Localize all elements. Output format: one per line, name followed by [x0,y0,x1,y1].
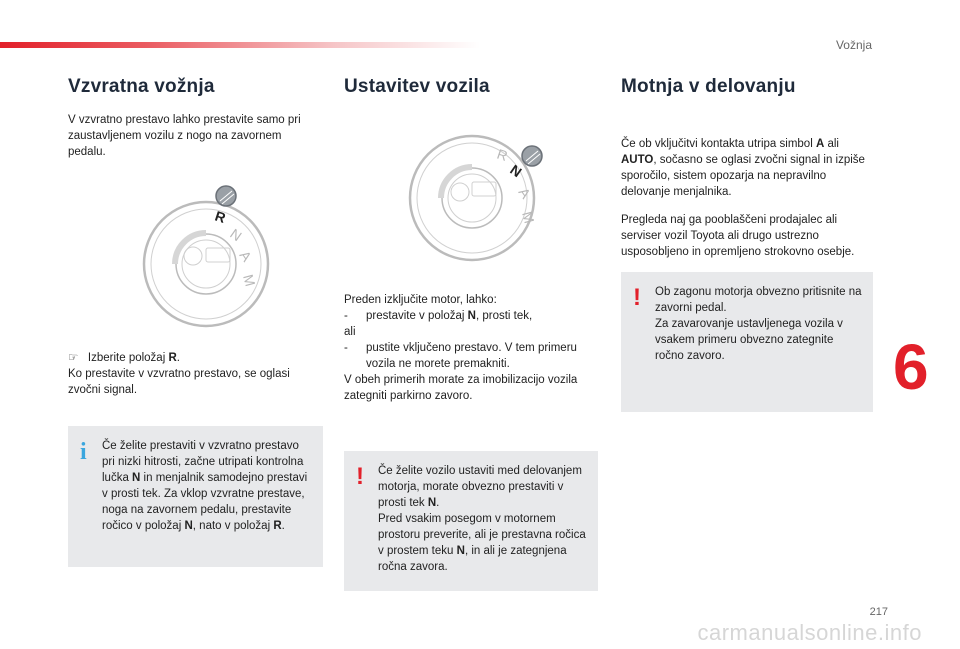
dial-label-r: R [213,207,228,226]
list-item: - pustite vključeno prestavo. V tem primeru vozila ne morete premakniti. [344,342,577,370]
gear-selector-dial-r [130,178,310,328]
section-title-fault: Motnja v delovanju [621,76,796,97]
dial-label-n: N [507,161,525,181]
stop-or: ali [344,326,356,338]
fault-paragraph-1: Če ob vključitvi kontakta utripa simbol A ali AUTO, sočasno se oglasi zvočni signal in izpiše sporočilo, sistem opozarja na nepravilno delovanje menjalnika. [621,138,865,198]
chapter-number: 6 [893,331,929,403]
header-accent-bar [0,42,480,48]
dial-label-m: M [519,209,538,226]
info-icon: i [80,439,87,465]
reverse-step: ☞ Izberite položaj R. Ko prestavite v vzvratno prestavo, se oglasi zvočni signal. [68,350,318,398]
list-item: - prestavite v položaj N, prosti tek, [344,310,533,322]
reverse-after-step: Ko prestavite v vzvratno prestavo, se oglasi zvočni signal. [68,368,290,396]
dial-label-a: A [236,247,256,265]
dial-label-r: R [495,145,510,164]
section-name: Vožnja [835,38,872,52]
dial-highlight-marker [216,186,236,206]
section-title-reverse: Vzvratna vožnja [68,76,215,97]
stop-instructions [344,292,596,404]
arrow-bullet-icon: ☞ [68,352,79,364]
info-box-reverse: i Če želite prestaviti v vzvratno prestavo pri nizki hitrosti, začne utripati kontrolna lučka N in menjalnik samodejno prestavi v prosti tek. Za vklop vzvratne prestave, noga na zavornem pedalu, prestavite ročico v položaj N, nato v položaj R. [68,426,323,567]
watermark-text: carmanualsonline.info [697,620,922,645]
section-title-stop: Ustavitev vozila [344,76,490,97]
dial-label-n: N [227,225,245,245]
dial-label-m: M [240,272,259,289]
reverse-intro: V vzvratno prestavo lahko prestavite samo pri zaustavljenem vozilu z nogo na zavornem pedalu. [68,114,301,158]
stop-lead: Preden izključite motor, lahko: [344,294,497,306]
page-number: 217 [869,606,888,618]
warning-box-stop: ! Če želite vozilo ustaviti med delovanjem motorja, morate obvezno prestaviti v prosti tek N. Pred vsakim posegom v motornem prostoru preverite, ali je prestavna ročica v prostem teku N, in ali je zategnjena ročna zavora. [344,451,598,591]
gear-selector-dial-n [396,122,586,272]
dial-label-a: A [515,184,535,202]
dial-highlight-marker [522,146,542,166]
fault-paragraph-2: Pregleda naj ga pooblaščeni prodajalec ali serviser vozil Toyota ali drugo ustrezno usposobljeno in opremljeno strokovno osebje. [621,214,855,258]
warning-icon: ! [356,463,364,490]
warning-box-fault: ! Ob zagonu motorja obvezno pritisnite na zavorni pedal. Za zavarovanje ustavljenega vozila v vsakem primeru obvezno zategnite ročno zavoro. [621,272,873,412]
warning-icon: ! [633,284,641,311]
stop-closing: V obeh primerih morate za imobilizacijo vozila zategniti parkirno zavoro. [344,374,578,402]
